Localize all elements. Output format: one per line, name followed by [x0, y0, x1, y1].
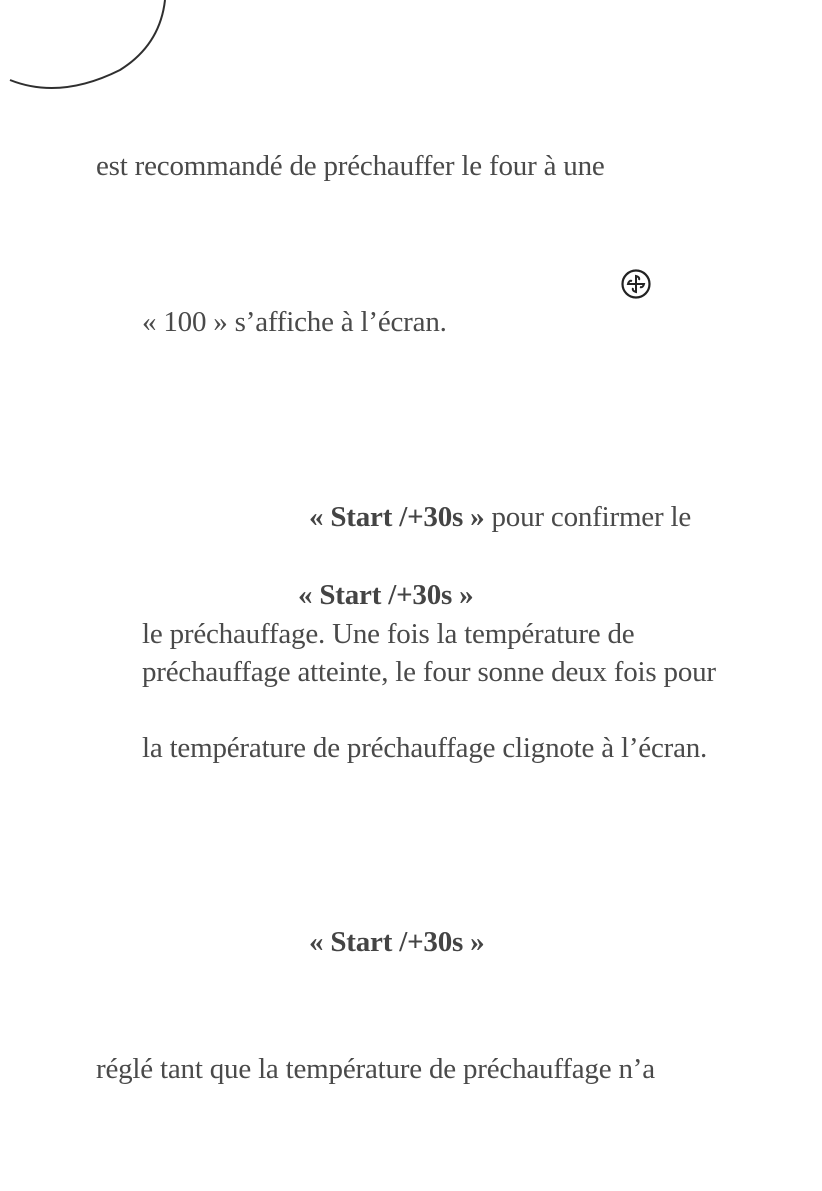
confirm-suffix: pour confirmer le	[484, 501, 692, 533]
preheat-line-2: préchauffage atteinte, le four sonne deux fois pour	[142, 656, 716, 688]
display-100-line: « 100 » s’affiche à l’écran.	[142, 306, 447, 338]
start-button-label-2: « Start /+30s »	[298, 579, 474, 611]
intro-line: est recommandé de préchauffer le four à une	[96, 150, 605, 182]
start-button-label-3: « Start /+30s »	[309, 926, 485, 958]
last-line: réglé tant que la température de préchauffage n’a	[96, 1053, 655, 1085]
preheat-line-3: la température de préchauffage clignote à l’écran.	[142, 732, 708, 764]
fan-icon	[620, 268, 652, 300]
confirm-line	[309, 503, 691, 532]
preheat-line-1: le préchauffage. Une fois la température de	[142, 618, 635, 650]
corner-arc-decoration	[0, 0, 180, 100]
start-button-label: « Start /+30s »	[309, 501, 485, 533]
